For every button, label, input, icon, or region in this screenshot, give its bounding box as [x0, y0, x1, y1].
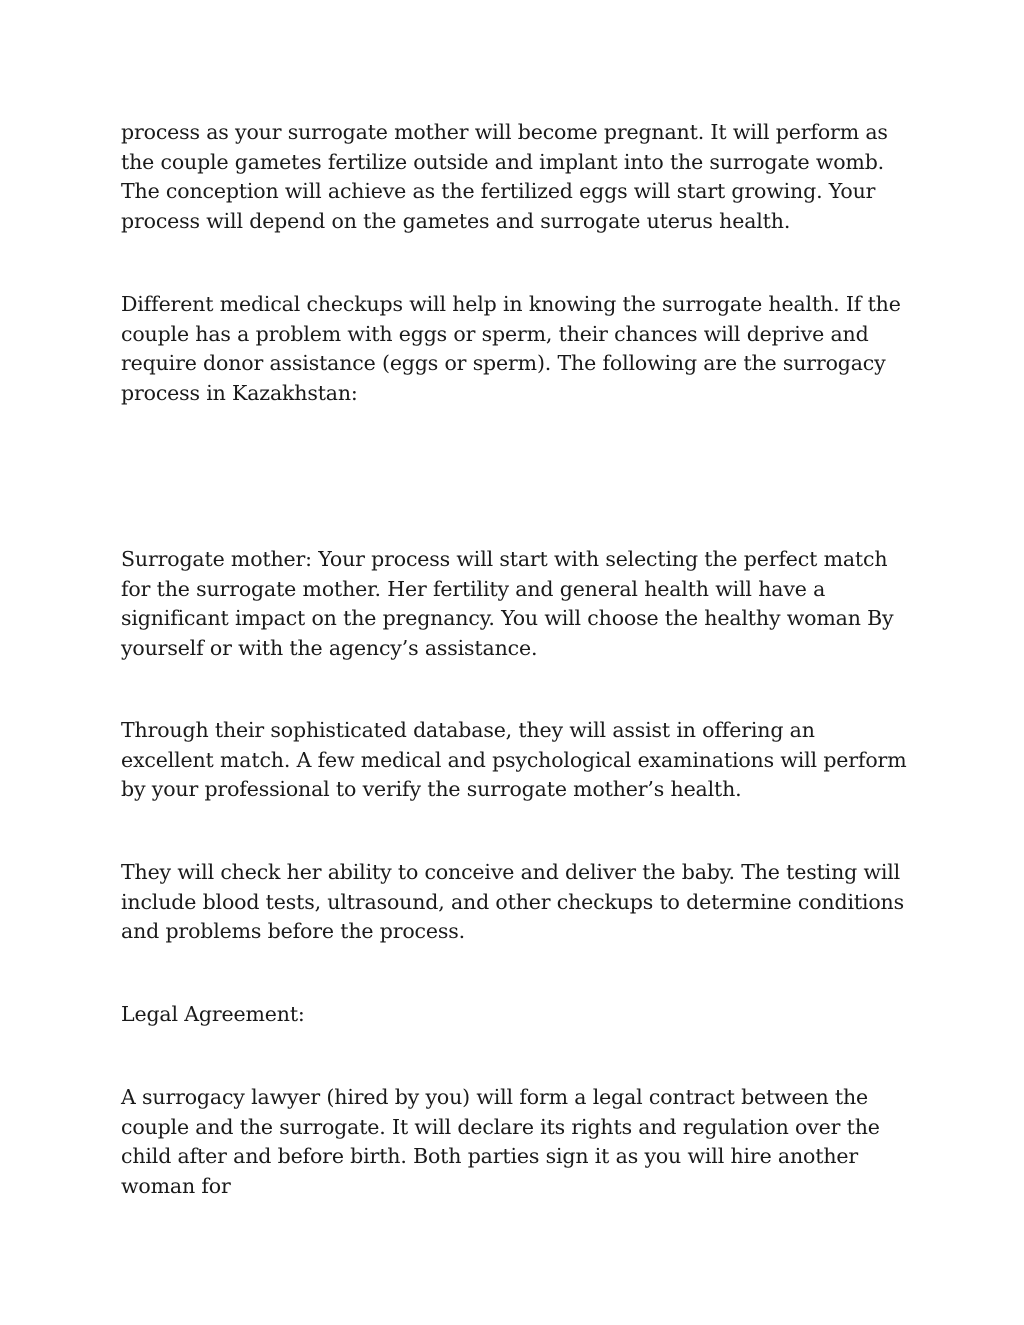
paragraph-surrogate-pregnancy: process as your surrogate mother will become pregnant. It will perform as the couple gametes fertilize outside and implant into the surrogate womb. The conception will achieve as the fertilized eggs will start growing. Your process will depend on the gametes and surrogate uterus health.: [121, 120, 888, 233]
paragraph-database-match: Through their sophisticated database, they will assist in offering an excellent match. A few medical and psychological examinations will perform by your professional to verify the surrogate mother’s health.: [121, 718, 907, 802]
paragraph-legal-contract: A surrogacy lawyer (hired by you) will form a legal contract between the couple and the surrogate. It will declare its rights and regulation over the child after and before birth. Both parties sign it as you will hire another woman for: [121, 1085, 880, 1198]
paragraph-surrogate-mother: Surrogate mother: Your process will start with selecting the perfect match for the surrogate mother. Her fertility and general health will have a significant impact on the pregnancy. You will choose the healthy woman By yourself or with the agency’s assistance.: [121, 547, 894, 660]
paragraph-medical-checkups: Different medical checkups will help in knowing the surrogate health. If the couple has a problem with eggs or sperm, their chances will deprive and require donor assistance (eggs or sperm). The following are the surrogacy process in Kazakhstan:: [121, 292, 901, 405]
paragraph-testing: They will check her ability to conceive and deliver the baby. The testing will include blood tests, ultrasound, and other checkups to determine conditions and problems before the process.: [121, 860, 904, 944]
section-heading-legal-agreement: Legal Agreement:: [121, 1002, 305, 1026]
